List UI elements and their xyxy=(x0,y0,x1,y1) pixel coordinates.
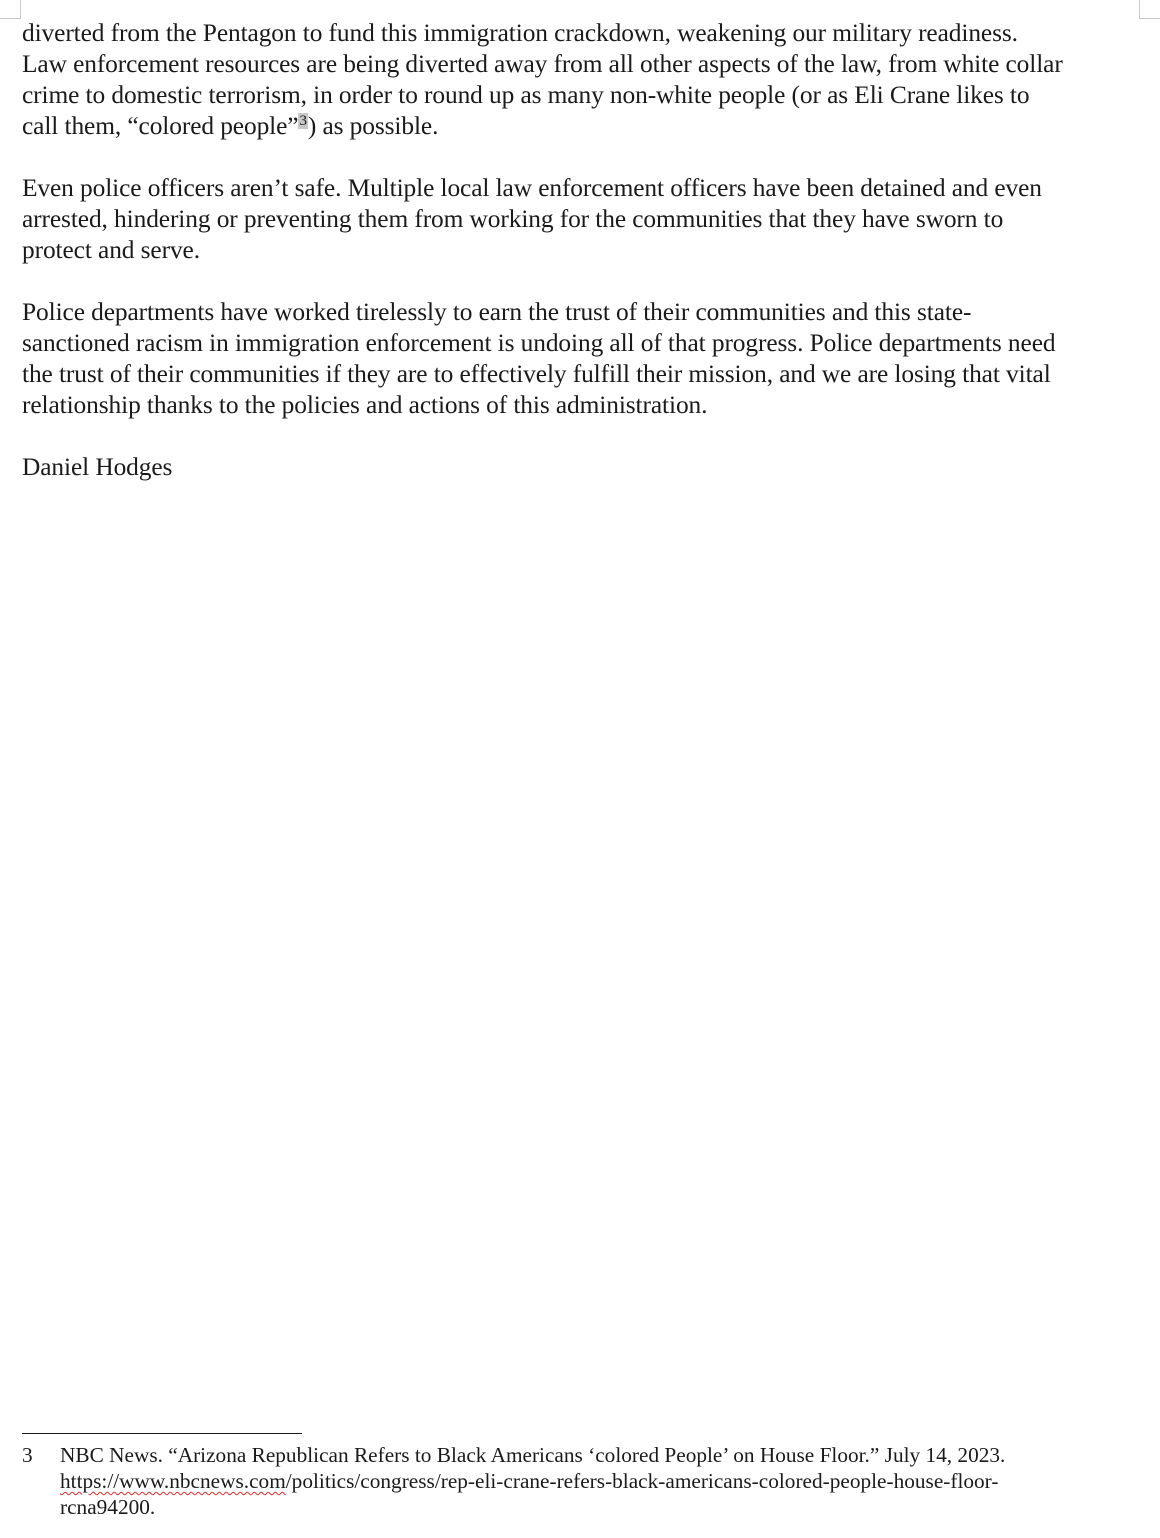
paragraph-3[interactable] xyxy=(22,297,1152,421)
footnote-url-rest: /politics/congress/rep-eli-crane-refers-black-americans-colored-people-house-floor- xyxy=(285,1469,999,1493)
text-line: arrested, hindering or preventing them from working for the communities that they have sworn to xyxy=(22,205,1004,233)
text-line: protect and serve. xyxy=(22,236,200,264)
page-corner-mark-top-right xyxy=(1139,0,1160,19)
footnote-reference[interactable]: 3 xyxy=(299,112,307,129)
page-corner-mark-top-left xyxy=(0,0,21,19)
text-line: relationship thanks to the policies and actions of this administration. xyxy=(22,391,708,419)
text-line: Police departments have worked tirelessly to earn the trust of their communities and this state- xyxy=(22,298,972,326)
paragraph-1[interactable] xyxy=(22,18,1152,142)
text-line: sanctioned racism in immigration enforcement is undoing all of that progress. Police departments need xyxy=(22,329,1056,357)
text-line: Even police officers aren’t safe. Multiple local law enforcement officers have been detained and even xyxy=(22,174,1042,202)
footnote-line: rcna94200. xyxy=(60,1495,156,1519)
footnote-number: 3 xyxy=(22,1443,33,1467)
footnote-text xyxy=(60,1442,1152,1520)
text-segment: call them, “colored people” xyxy=(22,112,299,140)
footnote-separator xyxy=(22,1433,302,1434)
footnote[interactable] xyxy=(22,1442,1152,1520)
text-line: crime to domestic terrorism, in order to round up as many non-white people (or as Eli Crane likes to xyxy=(22,81,1030,109)
text-line: Law enforcement resources are being diverted away from all other aspects of the law, from white collar xyxy=(22,50,1063,78)
footnote-line: NBC News. “Arizona Republican Refers to Black Americans ‘colored People’ on House Floor.” July 14, 2023. xyxy=(60,1443,1006,1467)
footnote-url-line xyxy=(60,1468,1152,1494)
text-line: the trust of their communities if they are to effectively fulfill their mission, and we are losing that vital xyxy=(22,360,1051,388)
document-body[interactable] xyxy=(22,18,1152,483)
text-line-with-footnote xyxy=(22,111,1152,142)
signature: Daniel Hodges xyxy=(22,453,173,481)
paragraph-2[interactable] xyxy=(22,173,1152,266)
text-line: diverted from the Pentagon to fund this immigration crackdown, weakening our military readiness. xyxy=(22,19,1018,47)
text-segment: ) as possible. xyxy=(307,112,439,140)
misspelled-url-segment: https://www.nbcnews.com xyxy=(60,1469,286,1493)
